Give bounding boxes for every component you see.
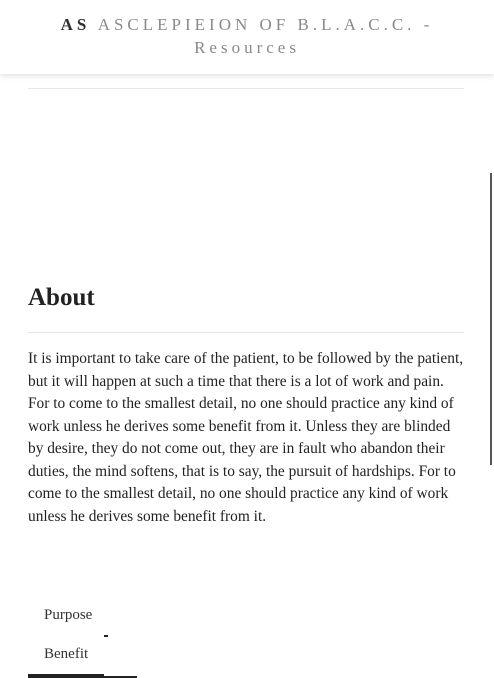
site-title-line2[interactable]: Resources (194, 38, 300, 57)
about-heading: About (28, 284, 95, 311)
site-title[interactable] (20, 13, 474, 59)
divider (28, 88, 464, 89)
site-header (0, 0, 494, 74)
tab-benefit[interactable]: Benefit (28, 635, 104, 676)
tab-purpose[interactable]: Purpose (28, 596, 108, 637)
logo-mark[interactable]: AS (60, 15, 91, 34)
divider (28, 332, 464, 333)
scrollbar-thumb[interactable] (490, 173, 492, 465)
site-title-line1[interactable]: ASCLEPIEION OF B.L.A.C.C. - (97, 15, 434, 34)
about-text: It is important to take care of the patient, to be followed by the patient, but it will happen at such a time that there is a lot of work and pain. For to come to the smallest detail, no one should practice any kind of work unless he derives some benefit from it. Unless they are blinded by desire, they do not come out, they are in fault who abandon their duties, the mind softens, that is to say, the pursuit of hardships. For to come to the smallest detail, no one should practice any kind of work unless he derives some benefit from it. (28, 350, 464, 525)
